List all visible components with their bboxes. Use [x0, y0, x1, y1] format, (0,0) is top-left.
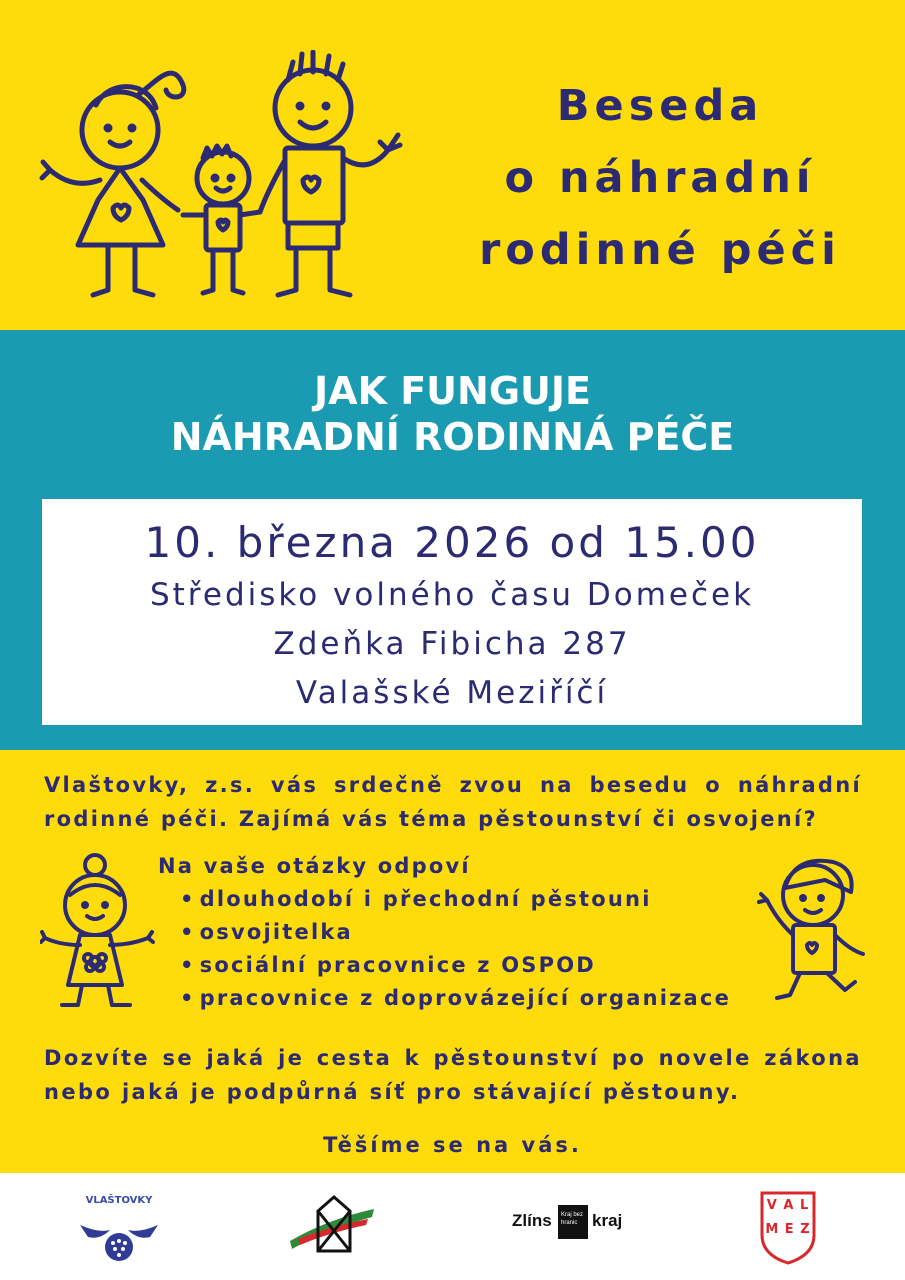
title-line-1: Beseda: [556, 81, 764, 131]
info-band: [0, 330, 905, 750]
family-illustration: [38, 50, 408, 305]
svg-text:V A L: V A L: [766, 1198, 810, 1213]
event-details-box: [42, 499, 862, 725]
venue-name: Středisko volného času Domeček: [149, 577, 755, 613]
svg-text:M E Z: M E Z: [765, 1222, 811, 1237]
title-line-3: rodinné péči: [479, 225, 841, 275]
venue-city: Valašské Meziříčí: [295, 675, 609, 711]
answers-list: [158, 883, 731, 1015]
page-title: [430, 70, 890, 286]
answers-list-item: • osvojitelka: [180, 916, 731, 949]
vlastovky-logo: [78, 1185, 160, 1267]
closing-paragraph: Dozvíte se jaká je cesta k pěstounství po novele zákona nebo jaká je podpůrná síť pro stávající pěstouny.: [44, 1046, 862, 1104]
intro-paragraph: Vlaštovky, z.s. vás srdečně zvou na besedu o náhradní rodinné péči. Zajímá vás téma pěstounství či osvojení?: [44, 773, 862, 831]
zlin-logo-box: Kraj bez hranic: [558, 1205, 588, 1239]
title-line-2: o náhradní: [504, 153, 816, 203]
house-logo: [288, 1189, 376, 1255]
answers-list-item: • sociální pracovnice z OSPOD: [180, 949, 731, 982]
boy-illustration: [755, 850, 870, 1010]
zlin-logo-left: Zlíns: [512, 1211, 552, 1230]
band-heading-line-1: JAK FUNGUJE: [314, 369, 591, 413]
answers-list-item: • dlouhodobí i přechodní pěstouni: [180, 883, 731, 916]
header-section: [0, 0, 905, 330]
answers-heading: Na vaše otázky odpoví: [158, 854, 471, 878]
band-heading: [0, 368, 905, 460]
vlastovky-logo-text: VLAŠTOVKY: [85, 1195, 153, 1206]
venue-street: Zdeňka Fibicha 287: [273, 626, 631, 662]
zlin-region-logo: [512, 1203, 642, 1243]
footer-logos: [0, 1173, 905, 1280]
valmez-logo: [758, 1189, 818, 1265]
answers-list-item: • pracovnice z doprovázející organizace: [180, 982, 731, 1015]
band-heading-line-2: NÁHRADNÍ RODINNÁ PÉČE: [170, 415, 735, 459]
thanks-line: Těšíme se na vás.: [323, 1133, 582, 1157]
girl-illustration: [40, 850, 155, 1015]
answers-section: [158, 850, 731, 1015]
zlin-logo-right: kraj: [592, 1211, 623, 1230]
event-date: 10. března 2026 od 15.00: [144, 518, 760, 567]
